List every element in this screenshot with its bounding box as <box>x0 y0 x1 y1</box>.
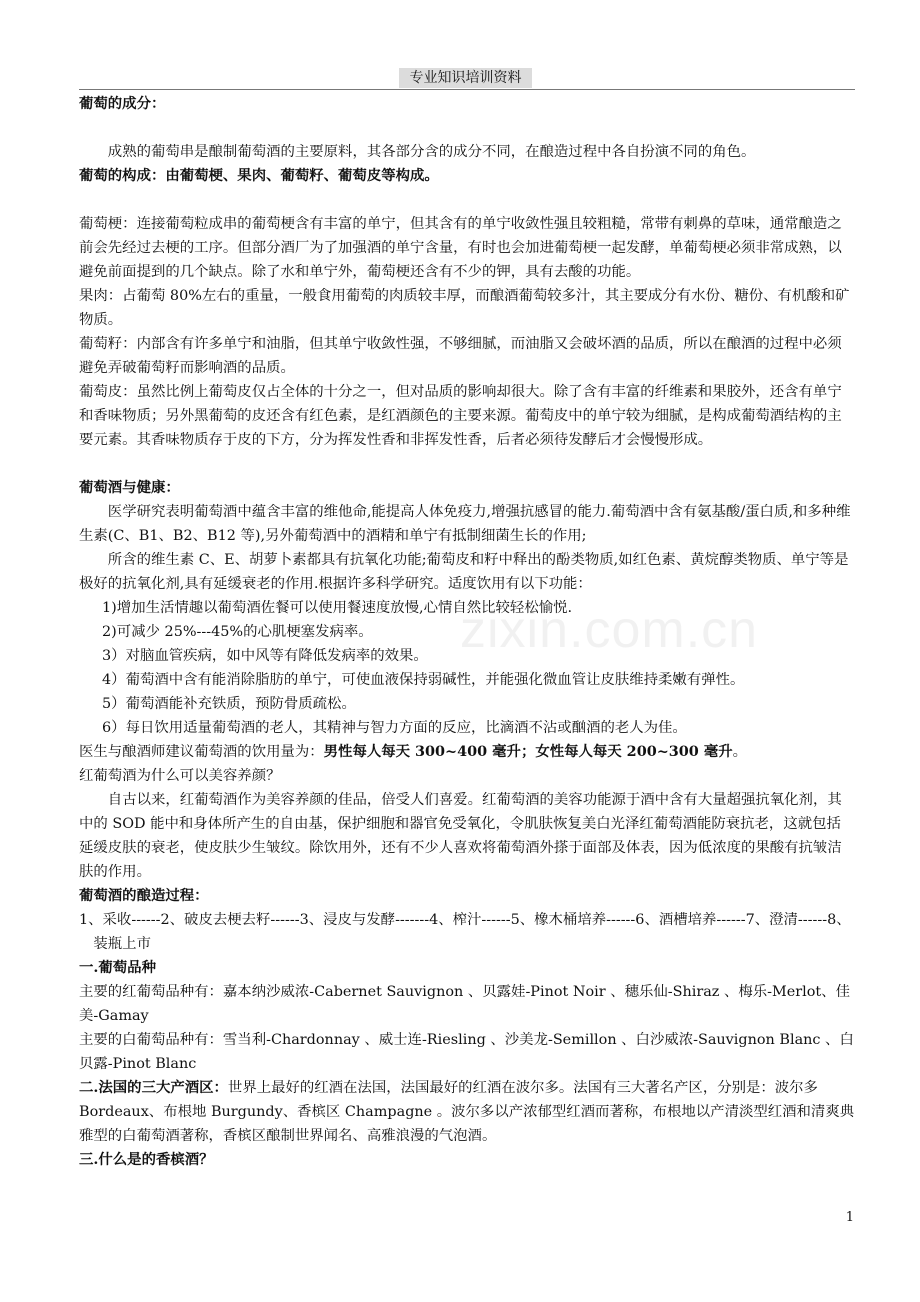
heading-grape-composition: 葡萄的构成：由葡萄梗、果肉、葡萄籽、葡萄皮等构成。 <box>79 167 439 184</box>
document-body <box>79 92 855 1172</box>
heading-grape-components: 葡萄的成分： <box>79 95 166 112</box>
advice-amounts: 男性每人每天 300~400 毫升；女性每人每天 200~300 毫升 <box>323 743 733 760</box>
paragraph-grape-intro: 成熟的葡萄串是酿制葡萄酒的主要原料，其各部分含的成分不同，在酿造过程中各自扮演不同的角色。 <box>107 144 756 160</box>
paragraph-grape-skin: 葡萄皮：虽然比例上葡萄皮仅占全体的十分之一，但对品质的影响却很大。除了含有丰富的纤维素和果胶外，还含有单宁和香味物质；另外黑葡萄的皮还含有红色素，是红酒颜色的主要来源。葡萄皮中的单宁较为细腻，是构成葡萄酒结构的主要元素。其香味物质存于皮的下方，分为挥发性香和非挥发性香，后者必须待发酵后才会慢慢形成。 <box>79 384 842 448</box>
paragraph-winemaking-steps: 1、采收------2、破皮去梗去籽------3、浸皮与发酵-------4、榨汁------5、橡木桶培养------6、酒槽培养------7、澄清------8、装瓶上市 <box>79 912 851 952</box>
heading-grape-varieties: 一.葡萄品种 <box>79 959 156 976</box>
paragraph-health-1: 医学研究表明葡萄酒中蕴含丰富的维他命,能提高人体免疫力,增强抗感冒的能力.葡萄酒中含有氨基酸/蛋白质,和多种维生素(C、B1、B2、B12 等),另外葡萄酒中的酒精和单宁有抵制细菌生长的作用; <box>79 504 851 544</box>
list-item: 5）葡萄酒能补充铁质，预防骨质疏松。 <box>102 696 356 712</box>
heading-french-regions: 二.法国的三大产酒区： <box>79 1079 228 1096</box>
list-item: 3）对脑血管疾病，如中风等有降低发病率的效果。 <box>102 648 428 664</box>
heading-wine-health: 葡萄酒与健康： <box>79 479 180 496</box>
paragraph-health-2: 所含的维生素 C、E、胡萝卜素都具有抗氧化功能;葡萄皮和籽中释出的酚类物质,如红色素、黄烷醇类物质、单宁等是极好的抗氧化剂,具有延缓衰老的作用.根据许多科学研究。适度饮用有以下功能： <box>79 552 849 592</box>
header-rule <box>79 89 855 90</box>
list-item: 1)增加生活情趣以葡萄酒佐餐可以使用餐速度放慢,心情自然比较轻松愉悦. <box>102 600 573 616</box>
list-item: 6）每日饮用适量葡萄酒的老人，其精神与智力方面的反应，比滴酒不沾或酗酒的老人为佳。 <box>102 720 687 736</box>
paragraph-intake-advice <box>79 740 855 764</box>
list-item: 4）葡萄酒中含有能消除脂肪的单宁，可使血液保持弱碱性，并能强化微血管让皮肤维持柔嫩有弹性。 <box>102 672 745 688</box>
watermark: zixin.com.cn <box>460 601 759 659</box>
paragraph-french-regions <box>79 1076 855 1148</box>
paragraph-white-varieties: 主要的白葡萄品种有：雪当利-Chardonnay 、威士连-Riesling 、沙美龙-Semillon 、白沙威浓-Sauvignon Blanc 、白贝露-Pinot Blanc <box>79 1032 854 1072</box>
advice-end: 。 <box>732 744 748 760</box>
heading-winemaking: 葡萄酒的酿造过程： <box>79 887 209 904</box>
heading-champagne: 三.什么是的香槟酒？ <box>79 1151 214 1168</box>
question-beauty: 红葡萄酒为什么可以美容养颜？ <box>79 768 281 784</box>
page-number: 1 <box>845 1210 854 1225</box>
paragraph-grape-seed: 葡萄籽：内部含有许多单宁和油脂，但其单宁收敛性强，不够细腻，而油脂又会破坏酒的品质，所以在酿酒的过程中必须避免弄破葡萄籽而影响酒的品质。 <box>79 336 842 376</box>
list-item: 2)可减少 25%---45%的心肌梗塞发病率。 <box>102 624 373 640</box>
paragraph-grape-pulp: 果肉：占葡萄 80%左右的重量，一般食用葡萄的肉质较丰厚，而酿酒葡萄较多汁，其主要成分有水份、糖份、有机酸和矿物质。 <box>79 288 850 328</box>
page-header: 专业知识培训资料 <box>399 68 532 88</box>
french-regions-text: 世界上最好的红酒在法国，法国最好的红酒在波尔多。法国有三大著名产区，分别是：波尔多 Bordeaux、布根地 Burgundy、香槟区 Champagne 。波尔多以产浓郁型红酒而著称，布根地以产清淡型红酒和清爽典雅型的白葡萄酒著称，香槟区酿制世界闻名、高雅浪漫的气泡酒。 <box>79 1080 855 1144</box>
paragraph-beauty: 自古以来，红葡萄酒作为美容养颜的佳品，倍受人们喜爱。红葡萄酒的美容功能源于酒中含有大量超强抗氧化剂，其中的 SOD 能中和身体所产生的自由基，保护细胞和器官免受氧化，令肌肤恢复美白光泽红葡萄酒能防衰抗老，这就包括延缓皮肤的衰老，使皮肤少生皱纹。除饮用外，还有不少人喜欢将葡萄酒外搽于面部及体表，因为低浓度的果酸有抗皱洁肤的作用。 <box>79 792 842 880</box>
advice-prefix: 医生与酿酒师建议葡萄酒的饮用量为： <box>79 744 324 760</box>
paragraph-grape-stem: 葡萄梗：连接葡萄粒成串的葡萄梗含有丰富的单宁，但其含有的单宁收敛性强且较粗糙，常带有刺鼻的草味，通常酿造之前会先经过去梗的工序。但部分酒厂为了加强酒的单宁含量，有时也会加进葡萄梗一起发酵，单葡萄梗必须非常成熟，以避免前面提到的几个缺点。除了水和单宁外，葡萄梗还含有不少的钾，具有去酸的功能。 <box>79 216 842 280</box>
paragraph-red-varieties: 主要的红葡萄品种有：嘉本纳沙威浓-Cabernet Sauvignon 、贝露娃-Pinot Noir 、穗乐仙-Shiraz 、梅乐-Merlot、佳美-Gamay <box>79 984 850 1024</box>
